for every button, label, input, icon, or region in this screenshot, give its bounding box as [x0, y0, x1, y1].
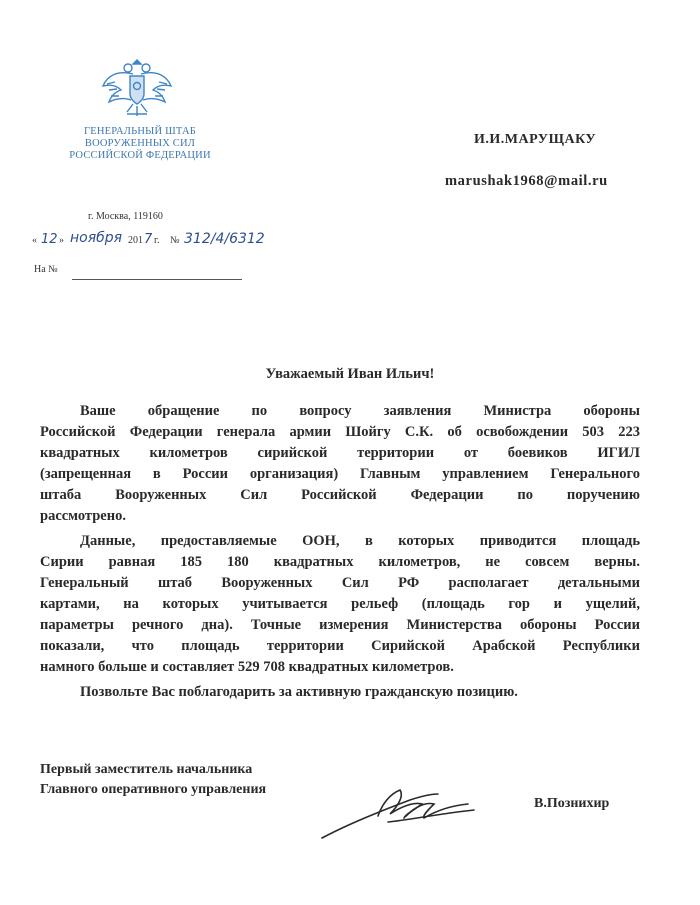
reference-number-label: На №: [34, 264, 58, 275]
date-year-suffix: г.: [154, 235, 160, 246]
body-line: Позвольте Вас поблагодарить за активную гражданскую позицию.: [80, 684, 518, 700]
body-line: Сирии равная 185 180 квадратных километров, не совсем верны.: [40, 554, 640, 570]
org-line-2: ВООРУЖЕННЫХ СИЛ: [84, 138, 196, 149]
date-close-quote: »: [59, 235, 64, 246]
date-year-digit: 7: [144, 232, 153, 247]
recipient-name: И.И.МАРУЩАКУ: [474, 132, 597, 147]
body-line: Российской Федерации генерала армии Шойгу С.К. об освобождении 503 223: [40, 424, 640, 440]
signatory-position: [40, 760, 266, 800]
body-line: квадратных километров сирийской территории от боевиков ИГИЛ: [40, 445, 640, 461]
body-line: Генеральный штаб Вооруженных Сил РФ располагает детальными: [40, 575, 640, 591]
date-open-quote: «: [32, 235, 37, 246]
document-number: 312/4/6312: [184, 231, 265, 247]
body-line: (запрещенная в России организация) Главным управлением Генерального: [40, 466, 640, 482]
date-day: 12: [41, 232, 58, 247]
body-line: намного больше и составляет 529 708 квадратных километров.: [40, 659, 454, 675]
reference-number-line: [72, 279, 242, 280]
number-prefix: №: [170, 235, 180, 246]
double-headed-eagle-icon: [97, 56, 177, 120]
body-line: картами, на которых учитывается рельеф (площадь гор и ущелий,: [40, 596, 640, 612]
body-line: Данные, предоставляемые ООН, в которых приводится площадь: [80, 533, 640, 549]
handwritten-signature-icon: [318, 776, 478, 846]
body-line: Ваше обращение по вопросу заявления Министра обороны: [80, 403, 640, 419]
body-line: показали, что площадь территории Сирийской Арабской Республики: [40, 638, 640, 654]
body-line: рассмотрено.: [40, 508, 126, 524]
body-line: штаба Вооруженных Сил Российской Федерации по поручению: [40, 487, 640, 503]
city-address: г. Москва, 119160: [88, 211, 163, 222]
recipient-email: marushak1968@mail.ru: [445, 173, 608, 189]
signatory-position-line-1: Первый заместитель начальника: [40, 762, 253, 777]
signatory-position-line-2: Главного оперативного управления: [40, 782, 267, 797]
org-line-1: ГЕНЕРАЛЬНЫЙ ШТАБ: [84, 126, 196, 137]
date-month: ноября: [70, 230, 123, 246]
signer-name: В.Познихир: [534, 796, 610, 811]
org-line-3: РОССИЙСКОЙ ФЕДЕРАЦИИ: [69, 150, 211, 161]
registration-line: [32, 230, 292, 252]
date-year-prefix: 201: [128, 235, 143, 246]
body-line: параметры речного дна). Точные измерения Министерства обороны России: [40, 617, 640, 633]
organization-name: [60, 126, 220, 162]
greeting: Уважаемый Иван Ильич!: [265, 366, 435, 382]
